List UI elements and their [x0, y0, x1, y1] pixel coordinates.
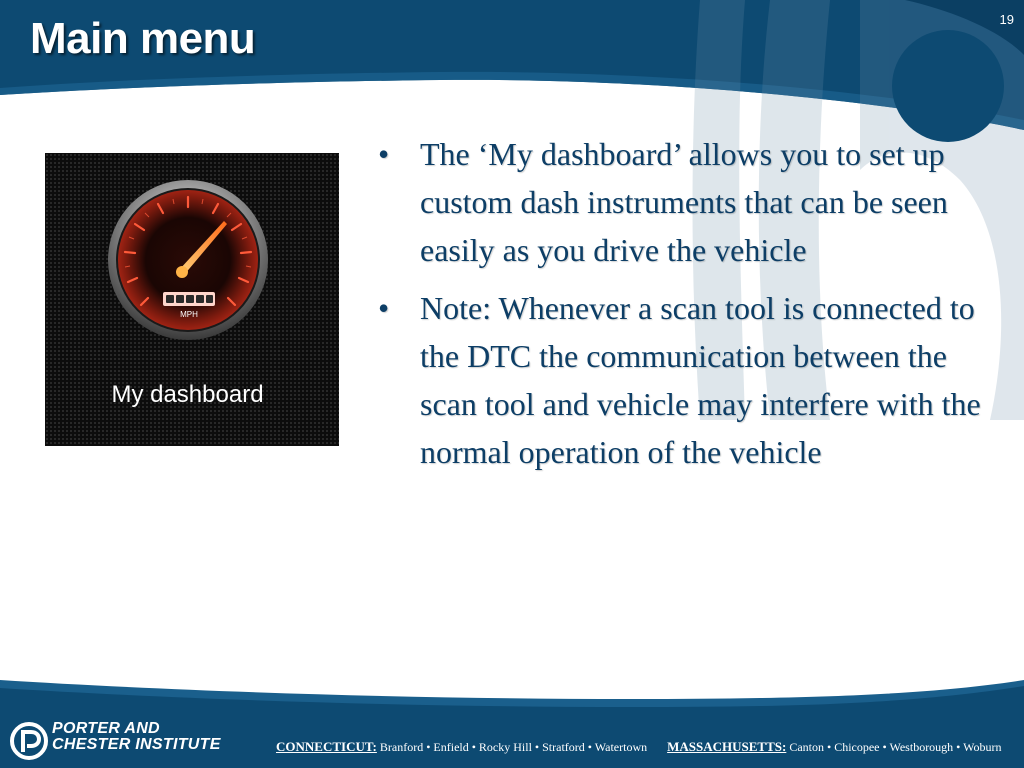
campus-locations [276, 739, 1002, 755]
page-number: 19 [999, 12, 1014, 27]
speedometer-icon [105, 177, 271, 343]
gauge-unit-label: MPH [180, 310, 198, 319]
porter-chester-logo-icon [10, 722, 48, 760]
institute-name-line1: PORTER AND [52, 720, 160, 737]
bullet-text: The ‘My dashboard’ allows you to set up custom dash instruments that can be seen easily as you drive the vehicle [420, 136, 948, 268]
bullet-item [378, 284, 1008, 476]
my-dashboard-label: My dashboard [111, 381, 264, 408]
connecticut-label: CONNECTICUT: [276, 739, 377, 754]
institute-name-line2: CHESTER INSTITUTE [52, 736, 221, 753]
dashboard-image [45, 153, 339, 446]
connecticut-cities: Branford • Enfield • Rocky Hill • Stratford • Watertown [379, 740, 648, 754]
bullet-item [378, 130, 1008, 274]
bullet-icon: • [378, 290, 390, 326]
massachusetts-cities: Canton • Chicopee • Westborough • Woburn [789, 740, 1002, 754]
bullet-icon: • [378, 136, 390, 172]
massachusetts-label: MASSACHUSETTS: [667, 739, 787, 754]
bullet-text: Note: Whenever a scan tool is connected to the DTC the communication between the scan tool and vehicle may interfere with the normal operation of the vehicle [420, 290, 981, 470]
slide-title: Main menu [30, 14, 256, 63]
institute-name [52, 721, 221, 753]
bullet-list [378, 130, 1008, 486]
